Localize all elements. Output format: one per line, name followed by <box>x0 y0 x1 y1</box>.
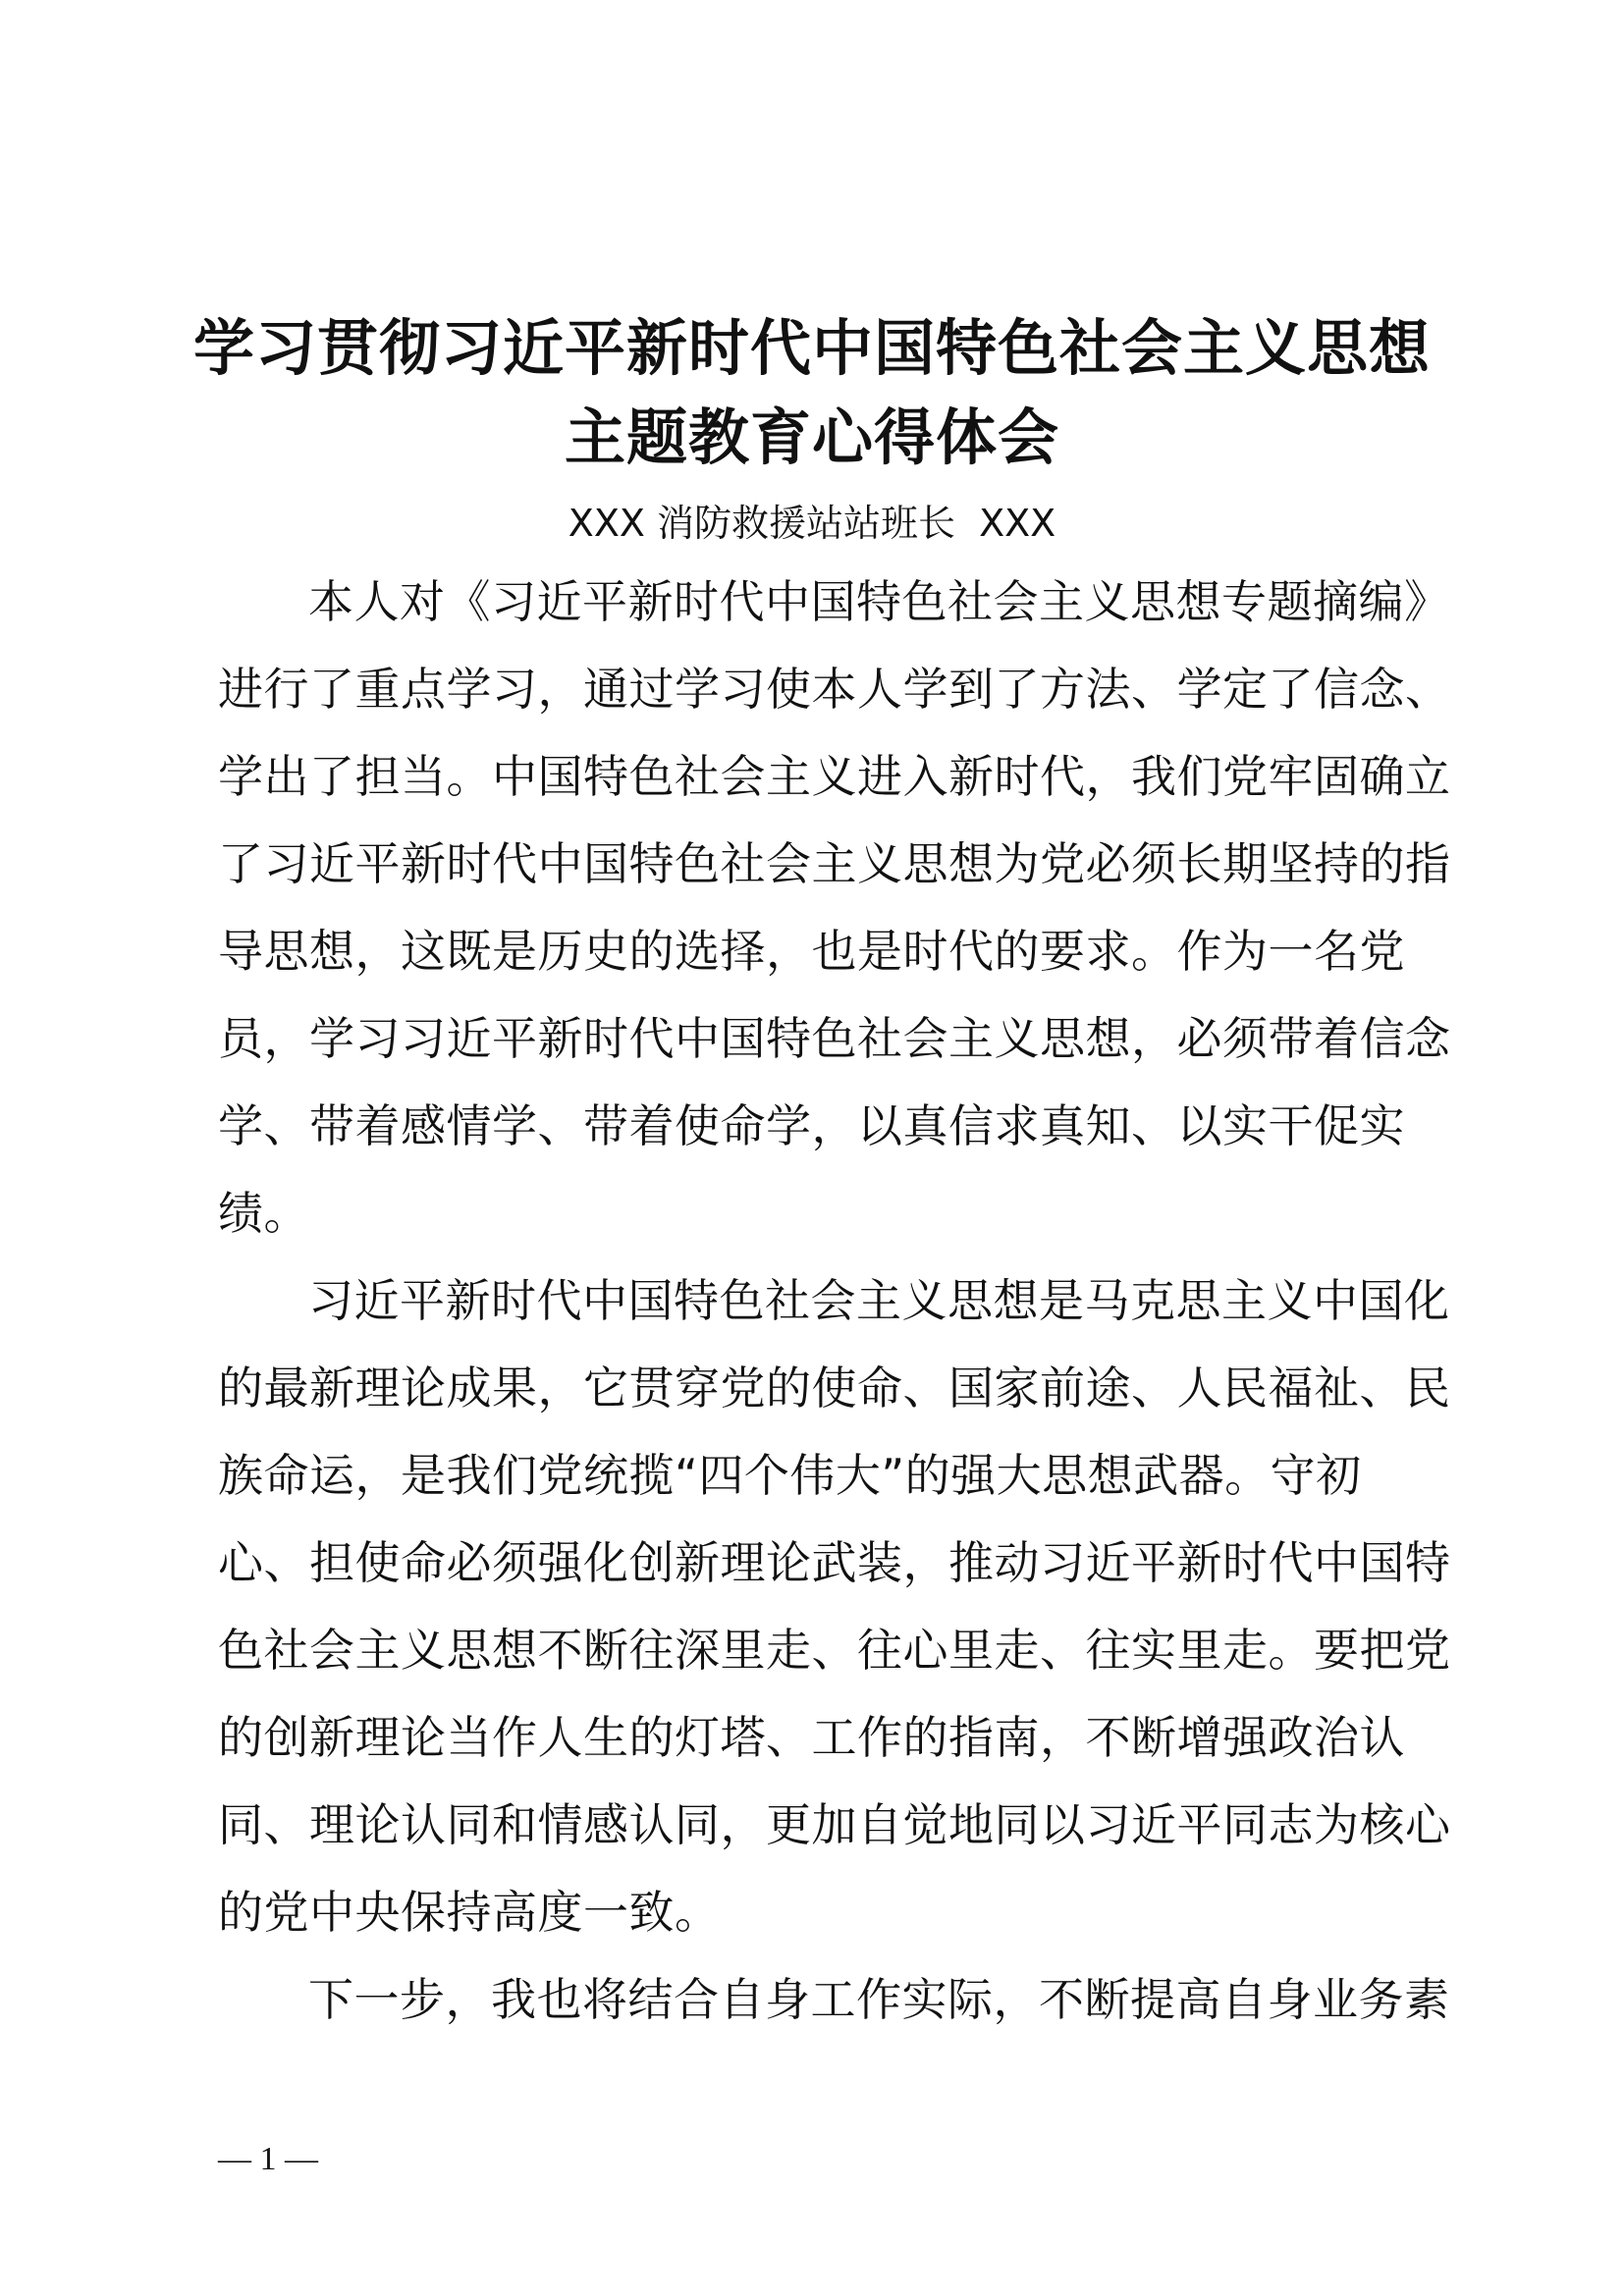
paragraph-1-line-5: 导思想，这既是历史的选择，也是时代的要求。作为一名党 <box>218 925 1405 978</box>
paragraph-2-line-4: 心、担使命必须强化创新理论武装，推动习近平新时代中国特 <box>218 1536 1451 1589</box>
paragraph-2-line-6: 的创新理论当作人生的灯塔、工作的指南，不断增强政治认 <box>218 1711 1405 1764</box>
author-line: XXX 消防救援站站班长 XXX <box>568 502 1056 545</box>
document-title-line-1: 学习贯彻习近平新时代中国特色社会主义思想 <box>192 312 1431 384</box>
paragraph-1-line-6: 员，学习习近平新时代中国特色社会主义思想，必须带着信念 <box>218 1012 1451 1065</box>
paragraph-1-line-7: 学、带着感情学、带着使命学，以真信求真知、以实干促实 <box>218 1099 1405 1152</box>
paragraph-2-line-5: 色社会主义思想不断往深里走、往心里走、往实里走。要把党 <box>218 1624 1451 1677</box>
paragraph-1-line-8: 绩。 <box>218 1187 309 1240</box>
paragraph-1-line-3: 学出了担当。中国特色社会主义进入新时代，我们党牢固确立 <box>218 750 1451 803</box>
paragraph-2-line-3: 族命运，是我们党统揽“四个伟大”的强大思想武器。守初 <box>218 1449 1362 1502</box>
paragraph-2-line-1: 习近平新时代中国特色社会主义思想是马克思主义中国化 <box>308 1274 1450 1327</box>
paragraph-2-line-2: 的最新理论成果，它贯穿党的使命、国家前途、人民福祉、民 <box>218 1362 1451 1415</box>
paragraph-3-line-1: 下一步，我也将结合自身工作实际，不断提高自身业务素 <box>308 1973 1450 2026</box>
page-number: — 1 — <box>218 2141 318 2177</box>
paragraph-1-line-1: 本人对《习近平新时代中国特色社会主义思想专题摘编》 <box>308 575 1450 628</box>
paragraph-2-line-7: 同、理论认同和情感认同，更加自觉地同以习近平同志为核心 <box>218 1798 1451 1851</box>
paragraph-1-line-2: 进行了重点学习，通过学习使本人学到了方法、学定了信念、 <box>218 663 1451 716</box>
paragraph-2-line-8: 的党中央保持高度一致。 <box>218 1886 721 1939</box>
document-title-line-2: 主题教育心得体会 <box>564 401 1059 473</box>
paragraph-1-line-4: 了习近平新时代中国特色社会主义思想为党必须长期坚持的指 <box>218 837 1451 890</box>
